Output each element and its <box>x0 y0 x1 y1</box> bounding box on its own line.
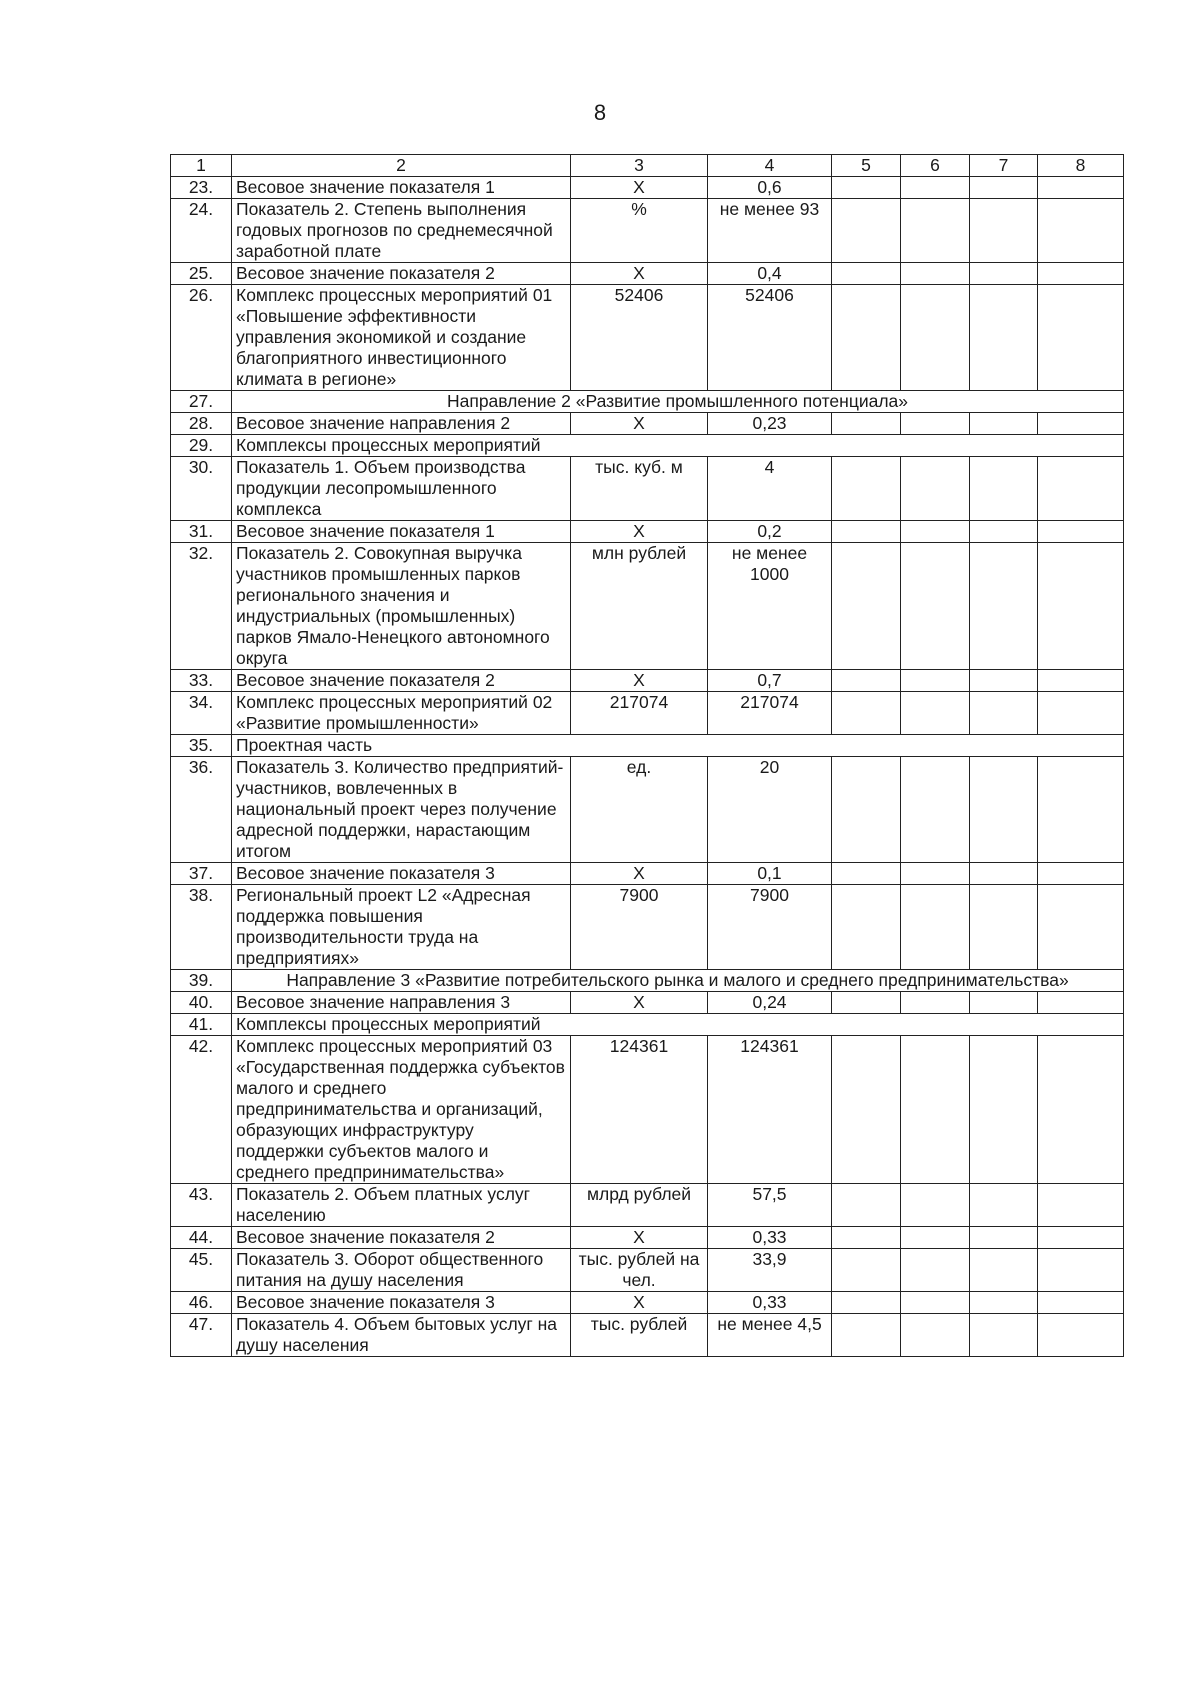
unit-value: X <box>571 177 708 199</box>
empty-cell-8 <box>1038 992 1124 1014</box>
empty-cell-7 <box>970 1249 1038 1292</box>
table-row <box>171 1184 1124 1227</box>
empty-cell-7 <box>970 885 1038 970</box>
section-heading: Комплексы процессных мероприятий <box>232 435 1124 457</box>
row-number: 27. <box>171 391 232 413</box>
target-value: 4 <box>708 457 832 521</box>
empty-cell-7 <box>970 263 1038 285</box>
indicator-name: Комплекс процессных мероприятий 02 «Развитие промышленности» <box>232 692 571 735</box>
target-value: не менее 93 <box>708 199 832 263</box>
empty-cell-8 <box>1038 1314 1124 1357</box>
row-number: 33. <box>171 670 232 692</box>
empty-cell-7 <box>970 992 1038 1014</box>
empty-cell-8 <box>1038 263 1124 285</box>
empty-cell-8 <box>1038 285 1124 391</box>
section-heading: Проектная часть <box>232 735 1124 757</box>
table-row <box>171 1036 1124 1184</box>
indicator-name: Показатель 4. Объем бытовых услуг на душу населения <box>232 1314 571 1357</box>
unit-value: 7900 <box>571 885 708 970</box>
indicator-name: Показатель 3. Оборот общественного питания на душу населения <box>232 1249 571 1292</box>
row-number: 25. <box>171 263 232 285</box>
col-header-3: 3 <box>571 155 708 177</box>
row-number: 31. <box>171 521 232 543</box>
empty-cell-5 <box>832 1184 901 1227</box>
unit-value: тыс. куб. м <box>571 457 708 521</box>
col-header-2: 2 <box>232 155 571 177</box>
col-header-8: 8 <box>1038 155 1124 177</box>
empty-cell-6 <box>901 692 970 735</box>
col-header-4: 4 <box>708 155 832 177</box>
empty-cell-7 <box>970 1227 1038 1249</box>
empty-cell-8 <box>1038 1249 1124 1292</box>
row-number: 29. <box>171 435 232 457</box>
col-header-5: 5 <box>832 155 901 177</box>
indicator-name: Комплекс процессных мероприятий 03 «Государственная поддержка субъектов малого и среднего предпринимательства и организаций, образующих инфраструктуру поддержки субъектов малого и среднего предпринимательства» <box>232 1036 571 1184</box>
empty-cell-6 <box>901 457 970 521</box>
target-value: 217074 <box>708 692 832 735</box>
empty-cell-5 <box>832 992 901 1014</box>
empty-cell-7 <box>970 521 1038 543</box>
empty-cell-5 <box>832 413 901 435</box>
empty-cell-7 <box>970 670 1038 692</box>
row-number: 24. <box>171 199 232 263</box>
empty-cell-8 <box>1038 1184 1124 1227</box>
empty-cell-6 <box>901 1184 970 1227</box>
empty-cell-5 <box>832 199 901 263</box>
unit-value: тыс. рублей на чел. <box>571 1249 708 1292</box>
unit-value: X <box>571 413 708 435</box>
empty-cell-5 <box>832 263 901 285</box>
indicator-name: Весовое значение показателя 1 <box>232 177 571 199</box>
empty-cell-6 <box>901 670 970 692</box>
table-row <box>171 435 1124 457</box>
row-number: 45. <box>171 1249 232 1292</box>
empty-cell-8 <box>1038 885 1124 970</box>
target-value: 124361 <box>708 1036 832 1184</box>
empty-cell-6 <box>901 1292 970 1314</box>
unit-value: X <box>571 670 708 692</box>
empty-cell-5 <box>832 457 901 521</box>
table-row <box>171 670 1124 692</box>
empty-cell-7 <box>970 1184 1038 1227</box>
target-value: 0,1 <box>708 863 832 885</box>
empty-cell-7 <box>970 543 1038 670</box>
page-number: 8 <box>593 100 607 125</box>
empty-cell-5 <box>832 670 901 692</box>
table-row <box>171 1249 1124 1292</box>
row-number: 42. <box>171 1036 232 1184</box>
table-row <box>171 992 1124 1014</box>
indicators-table <box>170 154 1124 1357</box>
table-row <box>171 1227 1124 1249</box>
row-number: 36. <box>171 757 232 863</box>
empty-cell-6 <box>901 199 970 263</box>
unit-value: млн рублей <box>571 543 708 670</box>
target-value: 57,5 <box>708 1184 832 1227</box>
empty-cell-5 <box>832 177 901 199</box>
target-value: 0,4 <box>708 263 832 285</box>
row-number: 44. <box>171 1227 232 1249</box>
table-row <box>171 391 1124 413</box>
row-number: 37. <box>171 863 232 885</box>
empty-cell-5 <box>832 543 901 670</box>
empty-cell-7 <box>970 177 1038 199</box>
empty-cell-8 <box>1038 457 1124 521</box>
empty-cell-5 <box>832 1292 901 1314</box>
target-value: 33,9 <box>708 1249 832 1292</box>
indicator-name: Весовое значение показателя 3 <box>232 1292 571 1314</box>
target-value: 0,24 <box>708 992 832 1014</box>
empty-cell-8 <box>1038 692 1124 735</box>
empty-cell-7 <box>970 1292 1038 1314</box>
empty-cell-7 <box>970 1314 1038 1357</box>
indicator-name: Весовое значение направления 2 <box>232 413 571 435</box>
row-number: 38. <box>171 885 232 970</box>
table-body <box>171 177 1124 1357</box>
empty-cell-8 <box>1038 413 1124 435</box>
col-header-6: 6 <box>901 155 970 177</box>
empty-cell-6 <box>901 285 970 391</box>
indicator-name: Показатель 1. Объем производства продукции лесопромышленного комплекса <box>232 457 571 521</box>
indicator-name: Комплекс процессных мероприятий 01 «Повышение эффективности управления экономикой и создание благоприятного инвестиционного климата в регионе» <box>232 285 571 391</box>
empty-cell-6 <box>901 543 970 670</box>
target-value: 52406 <box>708 285 832 391</box>
unit-value: млрд рублей <box>571 1184 708 1227</box>
table-row <box>171 1014 1124 1036</box>
indicator-name: Весовое значение показателя 2 <box>232 670 571 692</box>
table-row <box>171 757 1124 863</box>
empty-cell-8 <box>1038 199 1124 263</box>
unit-value: X <box>571 992 708 1014</box>
table-row <box>171 413 1124 435</box>
indicator-name: Весовое значение показателя 2 <box>232 263 571 285</box>
indicator-name: Весовое значение показателя 2 <box>232 1227 571 1249</box>
indicator-name: Весовое значение показателя 3 <box>232 863 571 885</box>
empty-cell-8 <box>1038 521 1124 543</box>
target-value: не менее 4,5 <box>708 1314 832 1357</box>
empty-cell-5 <box>832 1036 901 1184</box>
target-value: 0,33 <box>708 1292 832 1314</box>
table-row <box>171 885 1124 970</box>
unit-value: X <box>571 1292 708 1314</box>
empty-cell-7 <box>970 863 1038 885</box>
empty-cell-8 <box>1038 670 1124 692</box>
target-value: 0,23 <box>708 413 832 435</box>
empty-cell-5 <box>832 757 901 863</box>
table-row <box>171 1292 1124 1314</box>
unit-value: 217074 <box>571 692 708 735</box>
empty-cell-7 <box>970 413 1038 435</box>
empty-cell-5 <box>832 863 901 885</box>
empty-cell-8 <box>1038 863 1124 885</box>
indicator-name: Показатель 3. Количество предприятий-участников, вовлеченных в национальный проект через получение адресной поддержки, нарастающим итогом <box>232 757 571 863</box>
empty-cell-6 <box>901 885 970 970</box>
target-value: 0,7 <box>708 670 832 692</box>
table-row <box>171 177 1124 199</box>
table-row <box>171 1314 1124 1357</box>
indicator-name: Показатель 2. Степень выполнения годовых прогнозов по среднемесячной заработной плате <box>232 199 571 263</box>
table-row <box>171 199 1124 263</box>
unit-value: X <box>571 863 708 885</box>
table-row <box>171 263 1124 285</box>
table-row <box>171 285 1124 391</box>
empty-cell-6 <box>901 1227 970 1249</box>
col-header-1: 1 <box>171 155 232 177</box>
empty-cell-5 <box>832 521 901 543</box>
target-value: 7900 <box>708 885 832 970</box>
empty-cell-6 <box>901 1314 970 1357</box>
empty-cell-8 <box>1038 757 1124 863</box>
row-number: 28. <box>171 413 232 435</box>
empty-cell-6 <box>901 263 970 285</box>
table-row <box>171 735 1124 757</box>
empty-cell-5 <box>832 1227 901 1249</box>
table-row <box>171 692 1124 735</box>
section-heading: Направление 3 «Развитие потребительского рынка и малого и среднего предпринимательства» <box>232 970 1124 992</box>
row-number: 35. <box>171 735 232 757</box>
row-number: 39. <box>171 970 232 992</box>
empty-cell-5 <box>832 885 901 970</box>
section-heading: Комплексы процессных мероприятий <box>232 1014 1124 1036</box>
indicator-name: Весовое значение направления 3 <box>232 992 571 1014</box>
empty-cell-5 <box>832 1314 901 1357</box>
row-number: 43. <box>171 1184 232 1227</box>
empty-cell-8 <box>1038 1292 1124 1314</box>
unit-value: X <box>571 1227 708 1249</box>
table-row <box>171 521 1124 543</box>
unit-value: 52406 <box>571 285 708 391</box>
unit-value: X <box>571 263 708 285</box>
col-header-7: 7 <box>970 155 1038 177</box>
row-number: 23. <box>171 177 232 199</box>
row-number: 46. <box>171 1292 232 1314</box>
empty-cell-6 <box>901 177 970 199</box>
table-row <box>171 543 1124 670</box>
empty-cell-6 <box>901 413 970 435</box>
empty-cell-5 <box>832 1249 901 1292</box>
row-number: 40. <box>171 992 232 1014</box>
empty-cell-7 <box>970 1036 1038 1184</box>
unit-value: тыс. рублей <box>571 1314 708 1357</box>
empty-cell-7 <box>970 285 1038 391</box>
empty-cell-7 <box>970 692 1038 735</box>
empty-cell-8 <box>1038 1227 1124 1249</box>
empty-cell-8 <box>1038 1036 1124 1184</box>
empty-cell-6 <box>901 1036 970 1184</box>
unit-value: ед. <box>571 757 708 863</box>
empty-cell-6 <box>901 521 970 543</box>
table-row <box>171 863 1124 885</box>
indicator-name: Показатель 2. Совокупная выручка участников промышленных парков регионального значения и индустриальных (промышленных) парков Ямало-Ненецкого автономного округа <box>232 543 571 670</box>
empty-cell-5 <box>832 692 901 735</box>
table-row <box>171 970 1124 992</box>
empty-cell-7 <box>970 199 1038 263</box>
empty-cell-6 <box>901 757 970 863</box>
target-value: 0,6 <box>708 177 832 199</box>
target-value: 0,33 <box>708 1227 832 1249</box>
indicator-name: Показатель 2. Объем платных услуг населению <box>232 1184 571 1227</box>
unit-value: X <box>571 521 708 543</box>
target-value: не менее 1000 <box>708 543 832 670</box>
row-number: 47. <box>171 1314 232 1357</box>
empty-cell-6 <box>901 992 970 1014</box>
indicator-name: Весовое значение показателя 1 <box>232 521 571 543</box>
empty-cell-7 <box>970 457 1038 521</box>
row-number: 41. <box>171 1014 232 1036</box>
empty-cell-7 <box>970 757 1038 863</box>
empty-cell-8 <box>1038 543 1124 670</box>
indicator-name: Региональный проект L2 «Адресная поддержка повышения производительности труда на предприятиях» <box>232 885 571 970</box>
unit-value: % <box>571 199 708 263</box>
target-value: 20 <box>708 757 832 863</box>
empty-cell-6 <box>901 863 970 885</box>
target-value: 0,2 <box>708 521 832 543</box>
row-number: 30. <box>171 457 232 521</box>
empty-cell-6 <box>901 1249 970 1292</box>
unit-value: 124361 <box>571 1036 708 1184</box>
row-number: 34. <box>171 692 232 735</box>
row-number: 32. <box>171 543 232 670</box>
empty-cell-5 <box>832 285 901 391</box>
header-row <box>171 155 1124 177</box>
row-number: 26. <box>171 285 232 391</box>
section-heading: Направление 2 «Развитие промышленного потенциала» <box>232 391 1124 413</box>
empty-cell-8 <box>1038 177 1124 199</box>
table-row <box>171 457 1124 521</box>
